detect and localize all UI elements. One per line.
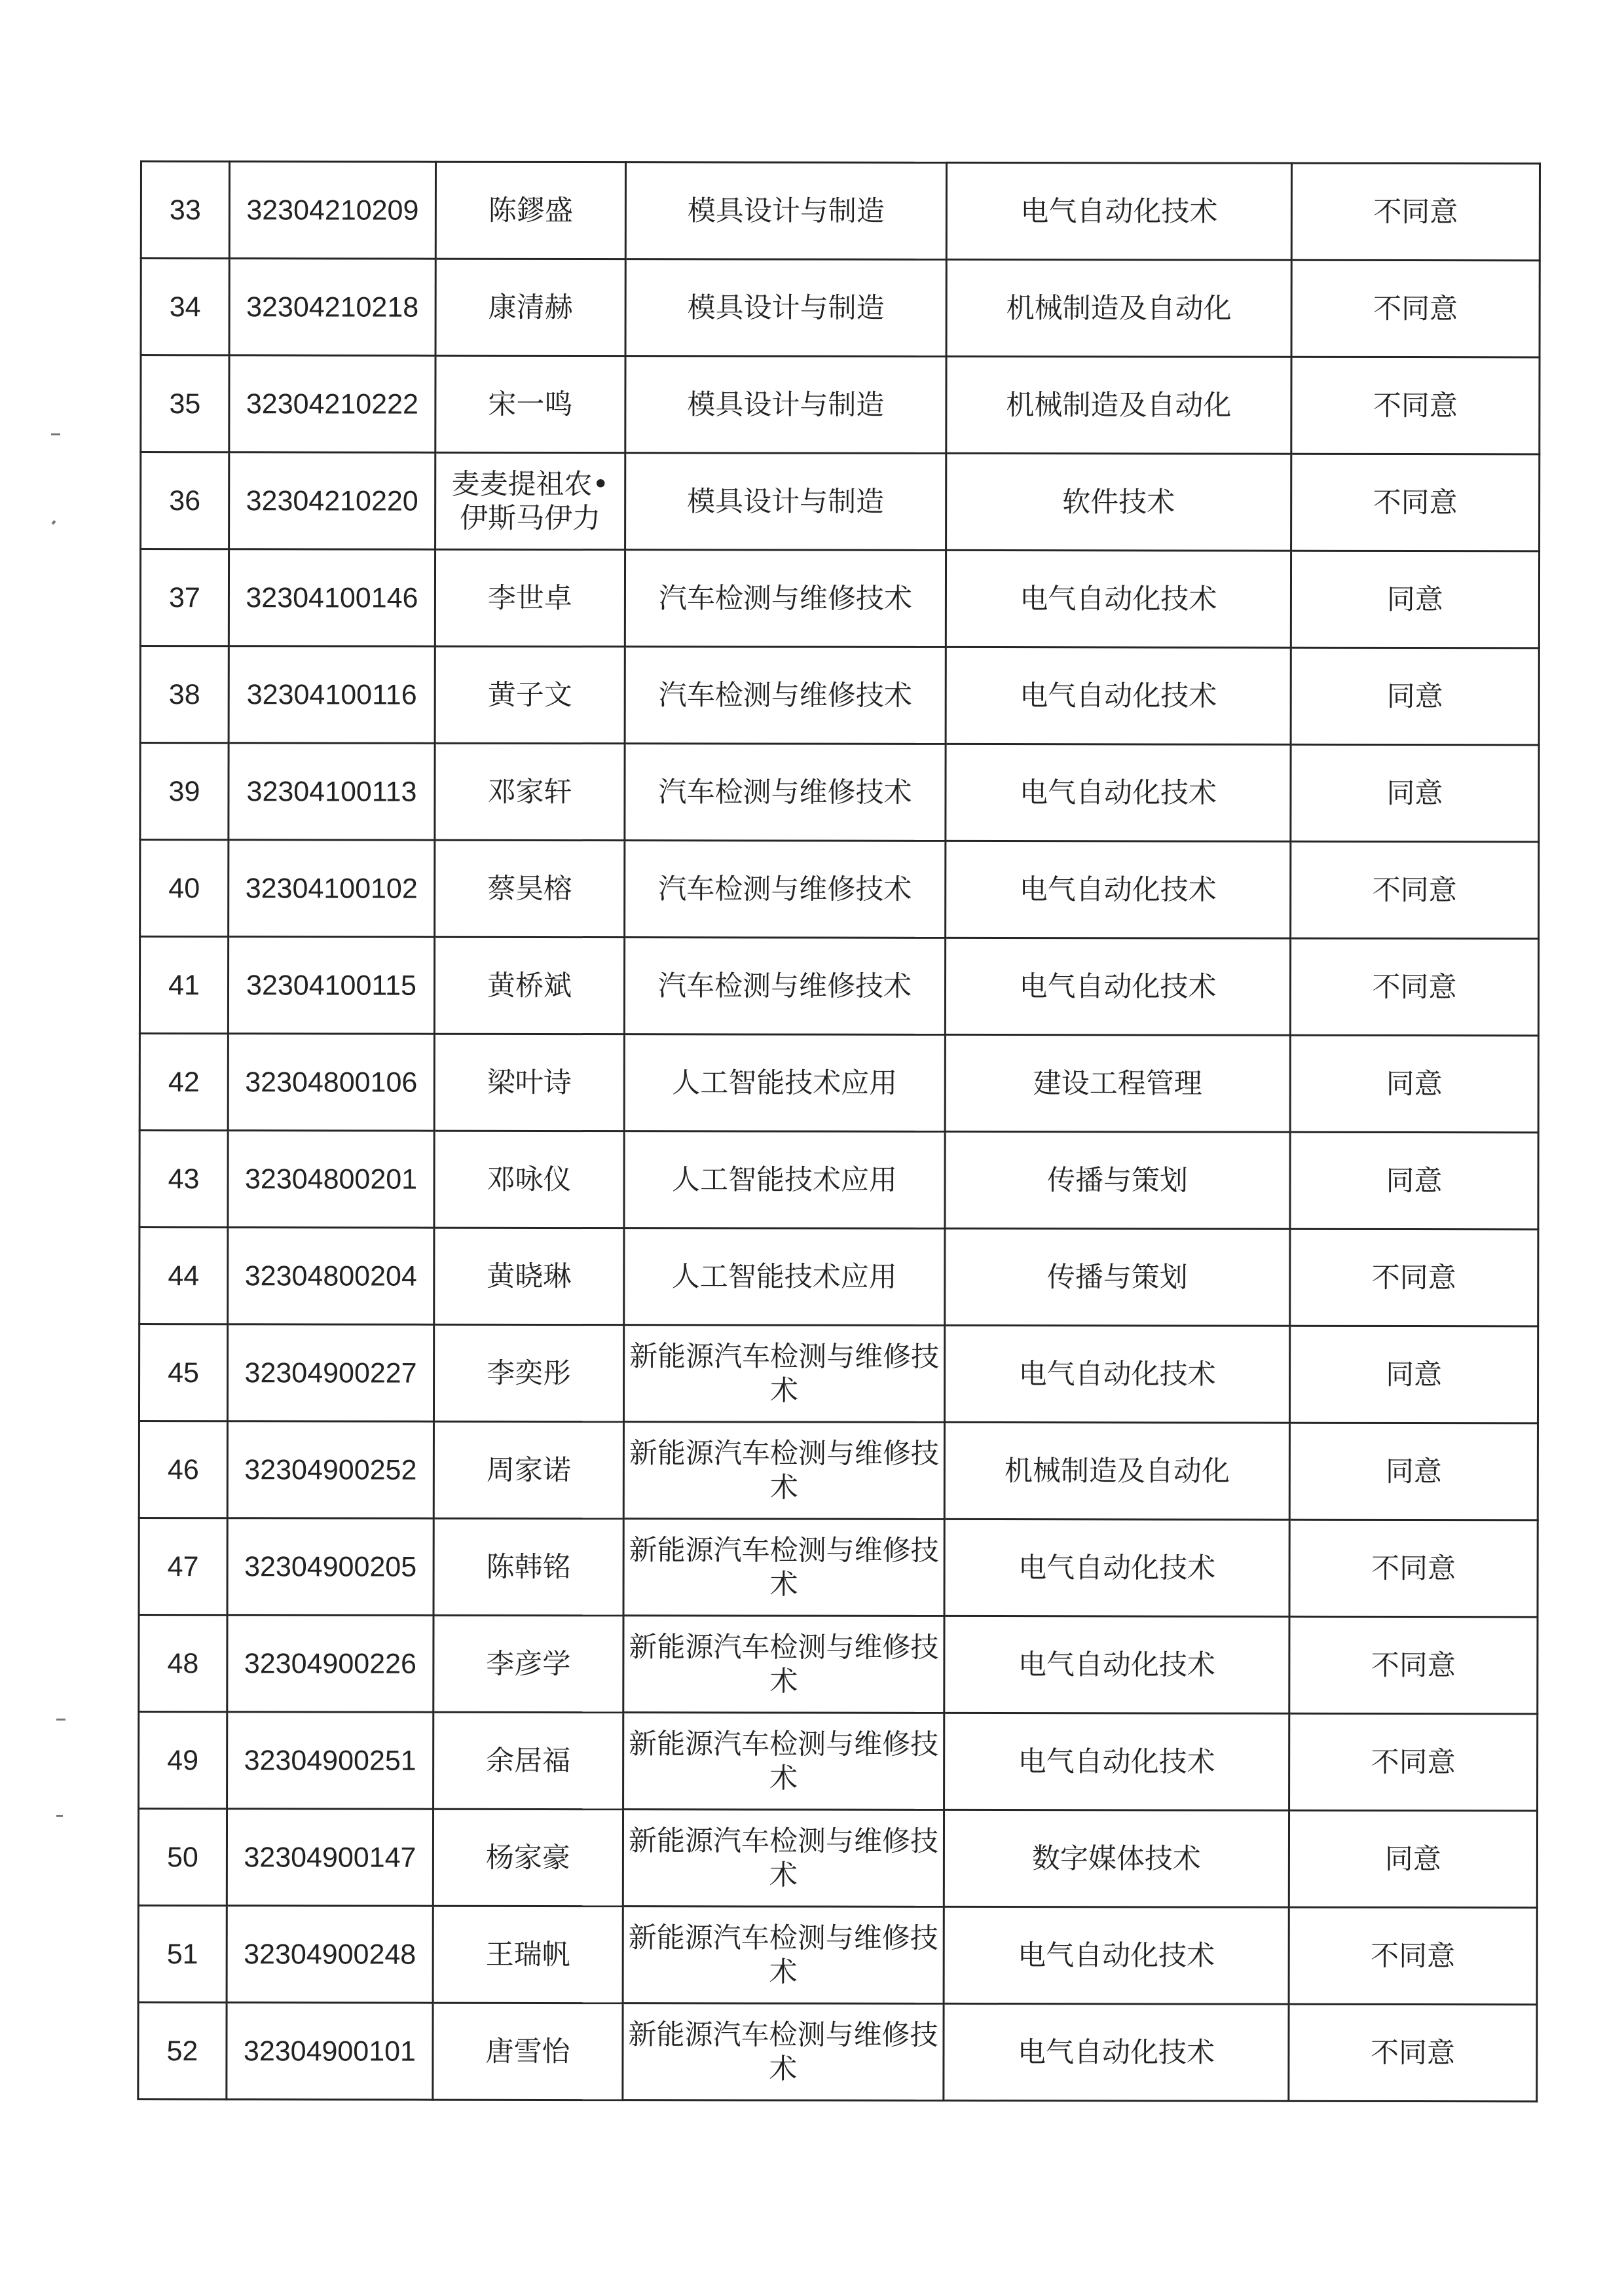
table-row bbox=[139, 1711, 1538, 1810]
student-id-cell: 32304100113 bbox=[229, 743, 435, 840]
row-number: 44 bbox=[139, 1228, 228, 1324]
student-name-cell: 黄桥斌 bbox=[434, 937, 624, 1034]
student-id-cell: 32304210222 bbox=[229, 355, 435, 452]
scan-speck bbox=[52, 520, 56, 524]
student-name-cell: 蔡昊榕 bbox=[435, 840, 625, 937]
table-row bbox=[140, 549, 1539, 648]
table-row bbox=[141, 355, 1540, 454]
target-major-cell: 电气自动化技术 bbox=[944, 1616, 1289, 1713]
original-major-cell: 新能源汽车检测与维修技术 bbox=[623, 1713, 944, 1810]
target-major-cell: 电气自动化技术 bbox=[945, 938, 1290, 1035]
student-id-cell: 32304900227 bbox=[227, 1324, 434, 1421]
approval-result-cell: 不同意 bbox=[1289, 1616, 1538, 1714]
row-number: 39 bbox=[140, 743, 229, 840]
row-number: 40 bbox=[140, 840, 229, 937]
target-major-cell: 机械制造及自动化 bbox=[946, 356, 1291, 454]
student-name-cell: 陈鏐盛 bbox=[435, 162, 625, 259]
target-major-cell: 电气自动化技术 bbox=[946, 162, 1291, 260]
row-number: 36 bbox=[141, 452, 229, 549]
approval-result-cell: 同意 bbox=[1291, 647, 1539, 745]
approval-result-cell: 同意 bbox=[1290, 1132, 1538, 1230]
target-major-cell: 传播与策划 bbox=[945, 1228, 1290, 1326]
original-major-cell: 新能源汽车检测与维修技术 bbox=[623, 1810, 944, 1907]
student-name-cell: 王瑞帆 bbox=[433, 1906, 623, 2003]
student-id-cell: 32304100146 bbox=[229, 549, 435, 646]
student-id-cell: 32304900248 bbox=[227, 1906, 433, 2003]
target-major-cell: 电气自动化技术 bbox=[946, 841, 1291, 938]
approval-result-cell: 同意 bbox=[1289, 1326, 1538, 1423]
approval-result-cell: 不同意 bbox=[1291, 841, 1539, 939]
table-row bbox=[141, 259, 1540, 357]
original-major-cell: 模具设计与制造 bbox=[625, 453, 946, 551]
scan-speck bbox=[56, 1719, 65, 1721]
student-id-cell: 32304210218 bbox=[229, 259, 435, 355]
student-name-cell: 康清赫 bbox=[435, 259, 625, 355]
target-major-cell: 电气自动化技术 bbox=[946, 744, 1291, 841]
approval-result-cell: 同意 bbox=[1291, 551, 1539, 648]
row-number: 33 bbox=[141, 162, 229, 259]
approval-result-cell: 不同意 bbox=[1291, 260, 1540, 357]
student-name-cell: 杨家豪 bbox=[433, 1809, 623, 1906]
original-major-cell: 模具设计与制造 bbox=[625, 162, 946, 260]
original-major-cell: 新能源汽车检测与维修技术 bbox=[623, 1325, 944, 1423]
scan-speck bbox=[51, 433, 60, 435]
table-row bbox=[140, 840, 1539, 939]
student-id-cell: 32304800106 bbox=[228, 1034, 434, 1131]
student-id-cell: 32304800204 bbox=[228, 1228, 434, 1324]
target-major-cell: 电气自动化技术 bbox=[944, 1713, 1289, 1810]
target-major-cell: 机械制造及自动化 bbox=[946, 259, 1291, 357]
student-name-cell: 唐雪怡 bbox=[433, 2003, 623, 2100]
scan-speck bbox=[56, 1815, 63, 1817]
approval-result-cell: 同意 bbox=[1289, 1423, 1538, 1520]
student-id-cell: 32304100116 bbox=[229, 646, 435, 743]
row-number: 35 bbox=[141, 355, 229, 452]
approval-result-cell: 同意 bbox=[1289, 1810, 1537, 1908]
row-number: 50 bbox=[138, 1808, 227, 1905]
student-name-cell: 麦麦提祖农•伊斯马伊力 bbox=[435, 452, 625, 549]
target-major-cell: 电气自动化技术 bbox=[946, 550, 1291, 647]
original-major-cell: 新能源汽车检测与维修技术 bbox=[623, 1519, 944, 1616]
approval-result-cell: 不同意 bbox=[1290, 938, 1538, 1036]
row-number: 52 bbox=[138, 2002, 227, 2099]
approval-result-cell: 不同意 bbox=[1291, 454, 1540, 551]
student-name-cell: 陈韩铭 bbox=[434, 1518, 623, 1615]
original-major-cell: 人工智能技术应用 bbox=[624, 1131, 945, 1229]
student-name-cell: 李彦学 bbox=[434, 1615, 623, 1712]
major-transfer-table bbox=[137, 160, 1541, 2102]
original-major-cell: 模具设计与制造 bbox=[625, 259, 946, 357]
row-number: 42 bbox=[139, 1034, 228, 1131]
table-row bbox=[139, 1228, 1538, 1326]
student-id-cell: 32304800201 bbox=[228, 1131, 434, 1228]
student-id-cell: 32304100115 bbox=[228, 937, 434, 1034]
table-row bbox=[141, 162, 1540, 261]
table-row bbox=[139, 937, 1538, 1036]
original-major-cell: 汽车检测与维修技术 bbox=[625, 744, 946, 841]
approval-result-cell: 不同意 bbox=[1291, 163, 1540, 261]
target-major-cell: 机械制造及自动化 bbox=[944, 1422, 1289, 1520]
original-major-cell: 人工智能技术应用 bbox=[624, 1034, 945, 1132]
student-id-cell: 32304210209 bbox=[229, 162, 435, 259]
original-major-cell: 新能源汽车检测与维修技术 bbox=[623, 1906, 944, 2004]
row-number: 49 bbox=[139, 1711, 227, 1808]
target-major-cell: 建设工程管理 bbox=[945, 1034, 1290, 1132]
target-major-cell: 电气自动化技术 bbox=[944, 1519, 1289, 1616]
target-major-cell: 传播与策划 bbox=[945, 1131, 1290, 1229]
original-major-cell: 模具设计与制造 bbox=[625, 356, 946, 454]
row-number: 37 bbox=[140, 549, 229, 646]
row-number: 41 bbox=[139, 937, 228, 1034]
approval-result-cell: 同意 bbox=[1291, 744, 1539, 842]
target-major-cell: 电气自动化技术 bbox=[944, 1325, 1289, 1423]
student-name-cell: 黄子文 bbox=[435, 646, 625, 743]
original-major-cell: 新能源汽车检测与维修技术 bbox=[623, 1616, 944, 1713]
table-row bbox=[139, 1614, 1538, 1713]
table-row bbox=[139, 1421, 1538, 1520]
student-name-cell: 黄晓琳 bbox=[434, 1228, 624, 1324]
table-row bbox=[140, 646, 1539, 745]
student-name-cell: 邓家轩 bbox=[435, 743, 625, 840]
table-row bbox=[138, 1808, 1537, 1907]
original-major-cell: 新能源汽车检测与维修技术 bbox=[623, 2003, 944, 2101]
student-name-cell: 李世卓 bbox=[435, 549, 625, 646]
target-major-cell: 电气自动化技术 bbox=[944, 1906, 1289, 2004]
table-row bbox=[141, 452, 1540, 551]
table-body bbox=[138, 162, 1540, 2102]
target-major-cell: 数字媒体技术 bbox=[944, 1810, 1289, 1907]
student-id-cell: 32304900226 bbox=[227, 1615, 434, 1712]
table-row bbox=[139, 1518, 1538, 1616]
original-major-cell: 人工智能技术应用 bbox=[624, 1228, 945, 1326]
student-name-cell: 李奕彤 bbox=[434, 1324, 623, 1421]
target-major-cell: 软件技术 bbox=[946, 453, 1291, 551]
student-name-cell: 周家诺 bbox=[434, 1421, 623, 1518]
student-id-cell: 32304100102 bbox=[229, 840, 435, 937]
approval-result-cell: 不同意 bbox=[1289, 1713, 1538, 1811]
student-id-cell: 32304900147 bbox=[227, 1809, 433, 1906]
approval-result-cell: 不同意 bbox=[1289, 2004, 1537, 2102]
approval-result-cell: 不同意 bbox=[1289, 1907, 1537, 2005]
table-row bbox=[138, 2002, 1537, 2101]
student-name-cell: 余居福 bbox=[434, 1712, 623, 1809]
student-id-cell: 32304900101 bbox=[227, 2003, 433, 2100]
table-row bbox=[140, 743, 1539, 842]
approval-result-cell: 不同意 bbox=[1290, 1229, 1538, 1326]
student-id-cell: 32304210220 bbox=[229, 452, 435, 549]
original-major-cell: 新能源汽车检测与维修技术 bbox=[623, 1422, 944, 1520]
table-row bbox=[138, 1905, 1537, 2004]
row-number: 34 bbox=[141, 259, 229, 355]
student-name-cell: 梁叶诗 bbox=[434, 1034, 624, 1131]
target-major-cell: 电气自动化技术 bbox=[946, 647, 1291, 744]
original-major-cell: 汽车检测与维修技术 bbox=[624, 938, 945, 1035]
target-major-cell: 电气自动化技术 bbox=[944, 2003, 1289, 2101]
row-number: 51 bbox=[138, 1905, 227, 2002]
row-number: 46 bbox=[139, 1421, 227, 1518]
table-row bbox=[139, 1324, 1538, 1423]
approval-result-cell: 同意 bbox=[1290, 1035, 1538, 1133]
row-number: 43 bbox=[139, 1131, 228, 1228]
student-name-cell: 邓咏仪 bbox=[434, 1131, 624, 1228]
table-row bbox=[139, 1034, 1538, 1133]
row-number: 48 bbox=[139, 1614, 227, 1711]
original-major-cell: 汽车检测与维修技术 bbox=[625, 550, 946, 647]
approval-result-cell: 不同意 bbox=[1291, 357, 1540, 454]
original-major-cell: 汽车检测与维修技术 bbox=[625, 841, 946, 938]
table-row bbox=[139, 1131, 1538, 1230]
student-id-cell: 32304900252 bbox=[227, 1421, 434, 1518]
row-number: 45 bbox=[139, 1324, 227, 1421]
row-number: 38 bbox=[140, 646, 229, 743]
student-id-cell: 32304900205 bbox=[227, 1518, 434, 1615]
row-number: 47 bbox=[139, 1518, 227, 1614]
approval-result-cell: 不同意 bbox=[1289, 1520, 1538, 1617]
student-name-cell: 宋一鸣 bbox=[435, 355, 625, 452]
original-major-cell: 汽车检测与维修技术 bbox=[625, 647, 946, 744]
student-id-cell: 32304900251 bbox=[227, 1712, 434, 1809]
